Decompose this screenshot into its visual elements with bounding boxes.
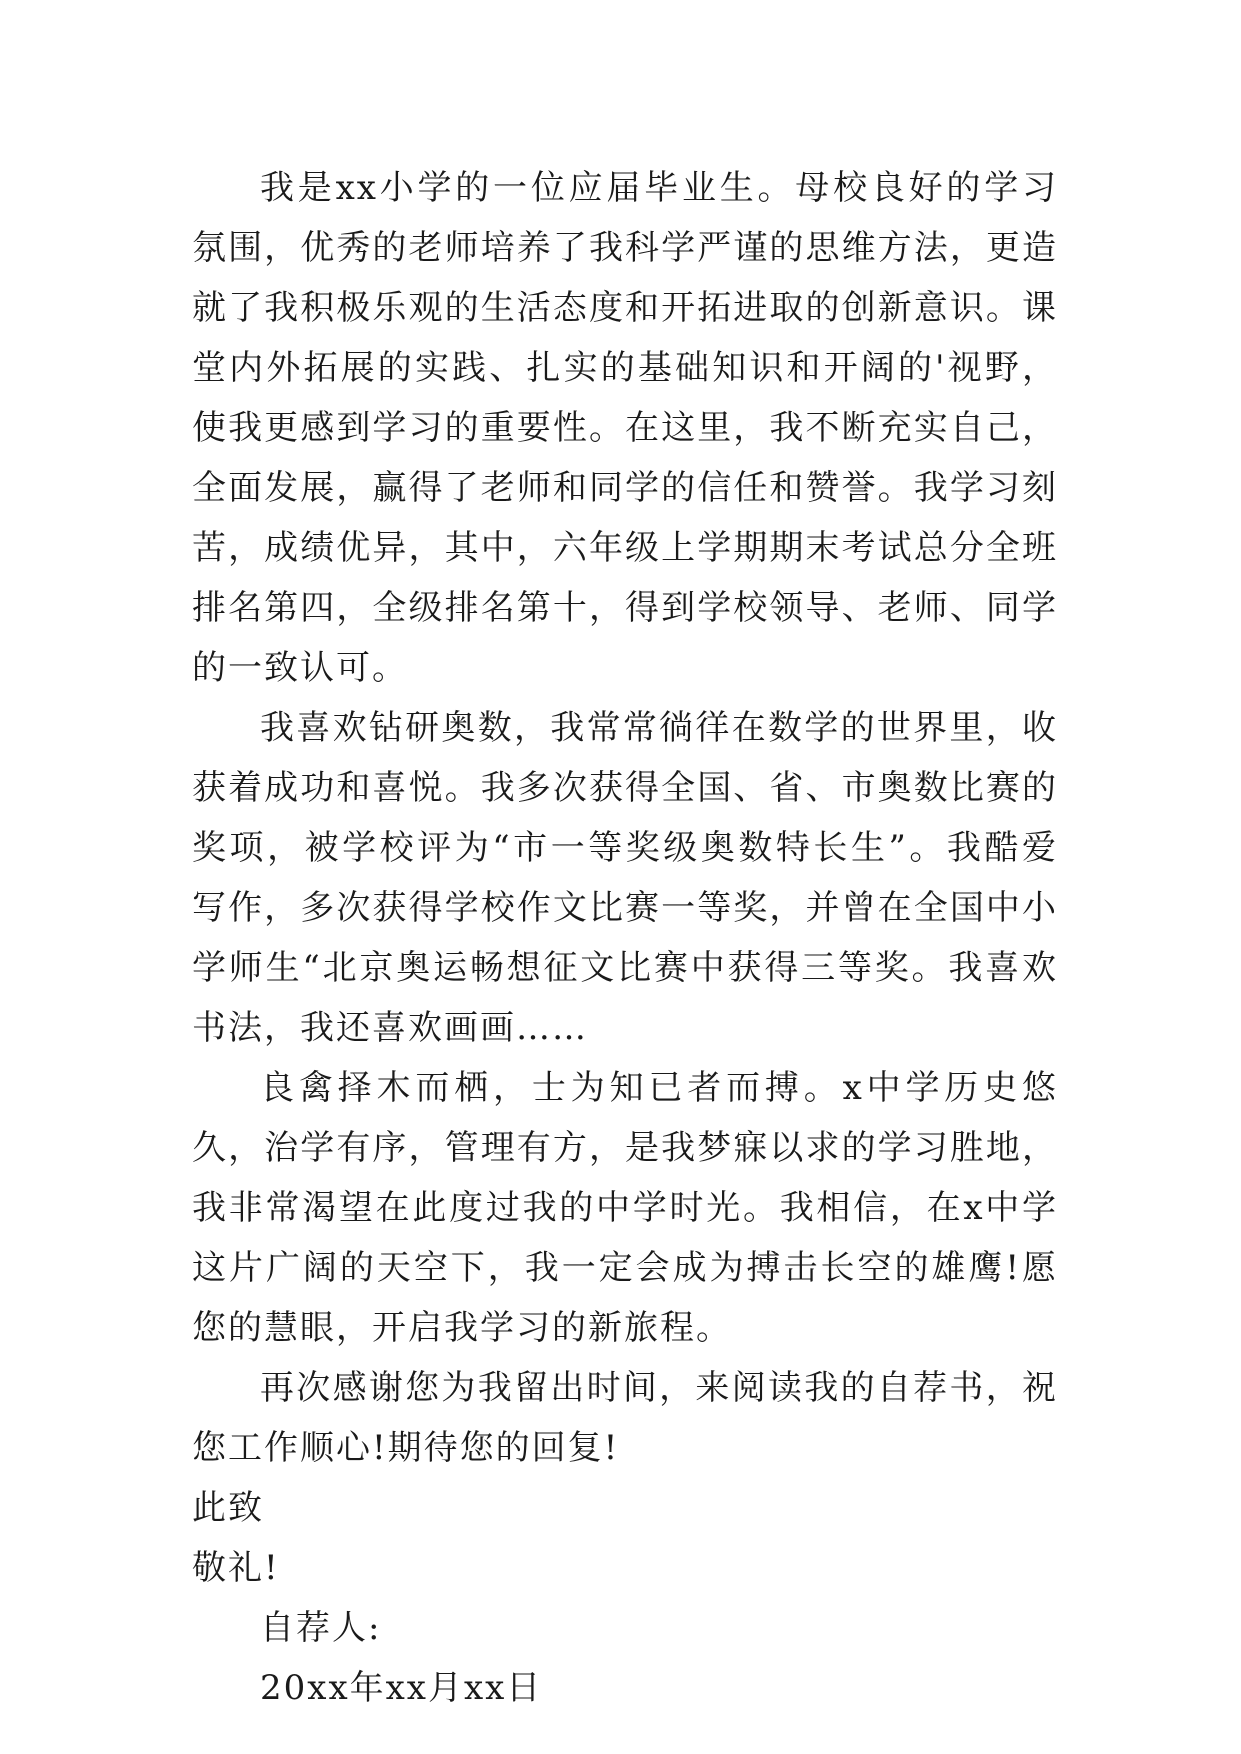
paragraph-intro: 我是xx小学的一位应届毕业生。母校良好的学习氛围，优秀的老师培养了我科学严谨的思维方法，更造就了我积极乐观的生活态度和开拓进取的创新意识。课堂内外拓展的实践、扎实的基础知识和开阔的'视野，使我更感到学习的重要性。在这里，我不断充实自己，全面发展，赢得了老师和同学的信任和赞誉。我学习刻苦，成绩优异，其中，六年级上学期期末考试总分全班排名第四，全级排名第十，得到学校领导、老师、同学的一致认可。 bbox=[192, 168, 1058, 688]
signature-label: 自荐人: bbox=[260, 1608, 382, 1648]
paragraph-aspiration: 良禽择木而栖，士为知已者而搏。x中学历史悠久，治学有序，管理有方，是我梦寐以求的学习胜地，我非常渴望在此度过我的中学时光。我相信，在x中学这片广阔的天空下，我一定会成为搏击长空的雄鹰!愿您的慧眼，开启我学习的新旅程。 bbox=[192, 1068, 1058, 1348]
closing-regards: 敬礼! bbox=[192, 1548, 280, 1588]
paragraph-thanks: 再次感谢您为我留出时间，来阅读我的自荐书，祝您工作顺心!期待您的回复! bbox=[192, 1368, 1058, 1468]
letter-date: 20xx年xx月xx日 bbox=[260, 1668, 543, 1708]
letter-body bbox=[192, 158, 1058, 1718]
closing-salutation: 此致 bbox=[192, 1488, 264, 1528]
paragraph-achievements: 我喜欢钻研奥数，我常常徜徉在数学的世界里，收获着成功和喜悦。我多次获得全国、省、市奥数比赛的奖项，被学校评为“市一等奖级奥数特长生”。我酷爱写作，多次获得学校作文比赛一等奖，并曾在全国中小学师生“北京奥运畅想征文比赛中获得三等奖。我喜欢书法，我还喜欢画画…… bbox=[192, 708, 1058, 1048]
